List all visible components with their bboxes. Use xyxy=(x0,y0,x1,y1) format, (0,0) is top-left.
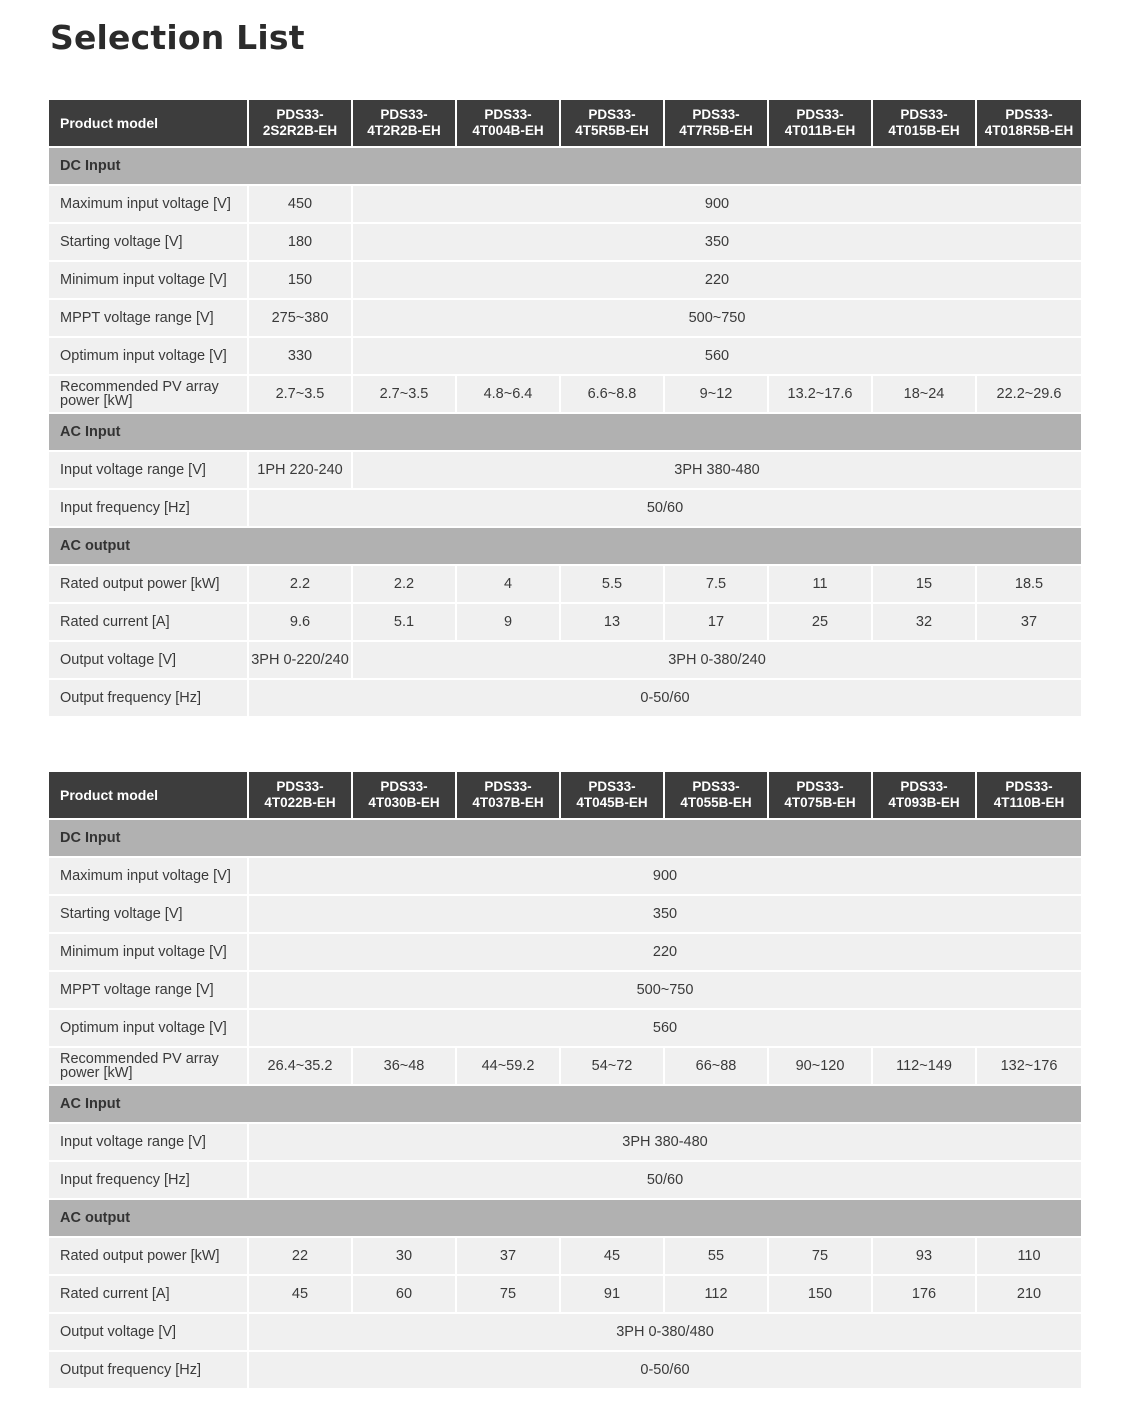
value-cell: 9~12 xyxy=(665,376,769,414)
value-cell: 350 xyxy=(249,896,1081,934)
parameter-label: Recommended PV array power [kW] xyxy=(49,376,249,414)
product-model-header: PDS33- 4T045B-EH xyxy=(561,772,665,820)
value-cell: 60 xyxy=(353,1276,457,1314)
value-cell: 25 xyxy=(769,604,873,642)
parameter-label: Output frequency [Hz] xyxy=(49,1352,249,1390)
value-cell: 50/60 xyxy=(249,490,1081,528)
table-row xyxy=(49,642,1081,680)
parameter-label: Input frequency [Hz] xyxy=(49,490,249,528)
value-cell: 90~120 xyxy=(769,1048,873,1086)
table-row xyxy=(49,972,1081,1010)
value-cell: 17 xyxy=(665,604,769,642)
value-cell: 176 xyxy=(873,1276,977,1314)
value-cell: 110 xyxy=(977,1238,1081,1276)
value-cell: 9.6 xyxy=(249,604,353,642)
value-cell: 4.8~6.4 xyxy=(457,376,561,414)
value-cell: 350 xyxy=(353,224,1081,262)
product-model-header: PDS33- 4T015B-EH xyxy=(873,100,977,148)
parameter-label: Recommended PV array power [kW] xyxy=(49,1048,249,1086)
product-model-header: PDS33- 4T055B-EH xyxy=(665,772,769,820)
section-heading: AC output xyxy=(49,1200,1081,1238)
value-cell: 22 xyxy=(249,1238,353,1276)
value-cell: 0-50/60 xyxy=(249,680,1081,718)
product-model-header: PDS33- 4T110B-EH xyxy=(977,772,1081,820)
product-model-header: PDS33- 4T093B-EH xyxy=(873,772,977,820)
value-cell: 150 xyxy=(769,1276,873,1314)
value-cell: 3PH 0-220/240 xyxy=(249,642,353,680)
table-row xyxy=(49,186,1081,224)
parameter-label: Output frequency [Hz] xyxy=(49,680,249,718)
product-model-header: PDS33- 4T030B-EH xyxy=(353,772,457,820)
table-row xyxy=(49,224,1081,262)
value-cell: 4 xyxy=(457,566,561,604)
parameter-label: Maximum input voltage [V] xyxy=(49,858,249,896)
parameter-label: MPPT voltage range [V] xyxy=(49,972,249,1010)
value-cell: 500~750 xyxy=(353,300,1081,338)
product-model-header: PDS33- 2S2R2B-EH xyxy=(249,100,353,148)
section-row xyxy=(49,528,1081,566)
value-cell: 55 xyxy=(665,1238,769,1276)
value-cell: 3PH 380-480 xyxy=(249,1124,1081,1162)
section-row xyxy=(49,1086,1081,1124)
parameter-label: Minimum input voltage [V] xyxy=(49,934,249,972)
product-model-header: PDS33- 4T022B-EH xyxy=(249,772,353,820)
value-cell: 91 xyxy=(561,1276,665,1314)
value-cell: 93 xyxy=(873,1238,977,1276)
parameter-label: Rated output power [kW] xyxy=(49,566,249,604)
value-cell: 75 xyxy=(457,1276,561,1314)
value-cell: 220 xyxy=(249,934,1081,972)
parameter-label: Input voltage range [V] xyxy=(49,1124,249,1162)
value-cell: 150 xyxy=(249,262,353,300)
table-row xyxy=(49,604,1081,642)
value-cell: 5.5 xyxy=(561,566,665,604)
page-title: Selection List xyxy=(50,18,305,57)
value-cell: 132~176 xyxy=(977,1048,1081,1086)
section-heading: AC Input xyxy=(49,414,1081,452)
parameter-label: Minimum input voltage [V] xyxy=(49,262,249,300)
table-row xyxy=(49,1314,1081,1352)
value-cell: 75 xyxy=(769,1238,873,1276)
table-row xyxy=(49,896,1081,934)
parameter-label: Starting voltage [V] xyxy=(49,224,249,262)
value-cell: 36~48 xyxy=(353,1048,457,1086)
parameter-label: Optimum input voltage [V] xyxy=(49,1010,249,1048)
parameter-label: MPPT voltage range [V] xyxy=(49,300,249,338)
value-cell: 32 xyxy=(873,604,977,642)
value-cell: 9 xyxy=(457,604,561,642)
table-row xyxy=(49,680,1081,718)
value-cell: 11 xyxy=(769,566,873,604)
header-row xyxy=(49,772,1081,820)
value-cell: 18~24 xyxy=(873,376,977,414)
value-cell: 2.7~3.5 xyxy=(353,376,457,414)
value-cell: 3PH 380-480 xyxy=(353,452,1081,490)
value-cell: 180 xyxy=(249,224,353,262)
parameter-label: Rated output power [kW] xyxy=(49,1238,249,1276)
value-cell: 22.2~29.6 xyxy=(977,376,1081,414)
value-cell: 330 xyxy=(249,338,353,376)
table-row xyxy=(49,1048,1081,1086)
product-model-header: PDS33- 4T004B-EH xyxy=(457,100,561,148)
table-row xyxy=(49,338,1081,376)
value-cell: 450 xyxy=(249,186,353,224)
product-model-header: PDS33- 4T075B-EH xyxy=(769,772,873,820)
value-cell: 1PH 220-240 xyxy=(249,452,353,490)
value-cell: 2.7~3.5 xyxy=(249,376,353,414)
value-cell: 5.1 xyxy=(353,604,457,642)
selection-table-1 xyxy=(49,100,1081,718)
value-cell: 15 xyxy=(873,566,977,604)
product-model-header: PDS33- 4T011B-EH xyxy=(769,100,873,148)
value-cell: 3PH 0-380/480 xyxy=(249,1314,1081,1352)
parameter-label: Starting voltage [V] xyxy=(49,896,249,934)
selection-table-2 xyxy=(49,772,1081,1390)
parameter-label: Optimum input voltage [V] xyxy=(49,338,249,376)
value-cell: 0-50/60 xyxy=(249,1352,1081,1390)
section-heading: DC Input xyxy=(49,820,1081,858)
value-cell: 900 xyxy=(249,858,1081,896)
value-cell: 6.6~8.8 xyxy=(561,376,665,414)
parameter-label: Input frequency [Hz] xyxy=(49,1162,249,1200)
value-cell: 30 xyxy=(353,1238,457,1276)
value-cell: 500~750 xyxy=(249,972,1081,1010)
value-cell: 45 xyxy=(561,1238,665,1276)
header-label: Product model xyxy=(49,100,249,148)
table-row xyxy=(49,452,1081,490)
table-row xyxy=(49,262,1081,300)
section-row xyxy=(49,148,1081,186)
section-heading: DC Input xyxy=(49,148,1081,186)
table-row xyxy=(49,858,1081,896)
header-row xyxy=(49,100,1081,148)
value-cell: 2.2 xyxy=(249,566,353,604)
table-row xyxy=(49,300,1081,338)
table-row xyxy=(49,934,1081,972)
parameter-label: Output voltage [V] xyxy=(49,642,249,680)
table-row xyxy=(49,1162,1081,1200)
table-row xyxy=(49,1124,1081,1162)
product-model-header: PDS33- 4T018R5B-EH xyxy=(977,100,1081,148)
value-cell: 900 xyxy=(353,186,1081,224)
section-heading: AC Input xyxy=(49,1086,1081,1124)
value-cell: 50/60 xyxy=(249,1162,1081,1200)
value-cell: 560 xyxy=(249,1010,1081,1048)
section-row xyxy=(49,414,1081,452)
value-cell: 210 xyxy=(977,1276,1081,1314)
value-cell: 13 xyxy=(561,604,665,642)
value-cell: 18.5 xyxy=(977,566,1081,604)
parameter-label: Output voltage [V] xyxy=(49,1314,249,1352)
value-cell: 3PH 0-380/240 xyxy=(353,642,1081,680)
product-model-header: PDS33- 4T037B-EH xyxy=(457,772,561,820)
table-row xyxy=(49,1352,1081,1390)
parameter-label: Maximum input voltage [V] xyxy=(49,186,249,224)
product-model-header: PDS33- 4T7R5B-EH xyxy=(665,100,769,148)
table-row xyxy=(49,566,1081,604)
product-model-header: PDS33- 4T2R2B-EH xyxy=(353,100,457,148)
value-cell: 275~380 xyxy=(249,300,353,338)
value-cell: 13.2~17.6 xyxy=(769,376,873,414)
value-cell: 112 xyxy=(665,1276,769,1314)
value-cell: 45 xyxy=(249,1276,353,1314)
value-cell: 44~59.2 xyxy=(457,1048,561,1086)
value-cell: 112~149 xyxy=(873,1048,977,1086)
parameter-label: Input voltage range [V] xyxy=(49,452,249,490)
value-cell: 37 xyxy=(457,1238,561,1276)
value-cell: 66~88 xyxy=(665,1048,769,1086)
value-cell: 560 xyxy=(353,338,1081,376)
section-row xyxy=(49,1200,1081,1238)
table-row xyxy=(49,1276,1081,1314)
header-label: Product model xyxy=(49,772,249,820)
value-cell: 7.5 xyxy=(665,566,769,604)
product-model-header: PDS33- 4T5R5B-EH xyxy=(561,100,665,148)
value-cell: 220 xyxy=(353,262,1081,300)
value-cell: 26.4~35.2 xyxy=(249,1048,353,1086)
table-row xyxy=(49,1238,1081,1276)
table-row xyxy=(49,1010,1081,1048)
parameter-label: Rated current [A] xyxy=(49,604,249,642)
value-cell: 54~72 xyxy=(561,1048,665,1086)
value-cell: 37 xyxy=(977,604,1081,642)
parameter-label: Rated current [A] xyxy=(49,1276,249,1314)
table-row xyxy=(49,490,1081,528)
value-cell: 2.2 xyxy=(353,566,457,604)
table-row xyxy=(49,376,1081,414)
section-heading: AC output xyxy=(49,528,1081,566)
section-row xyxy=(49,820,1081,858)
